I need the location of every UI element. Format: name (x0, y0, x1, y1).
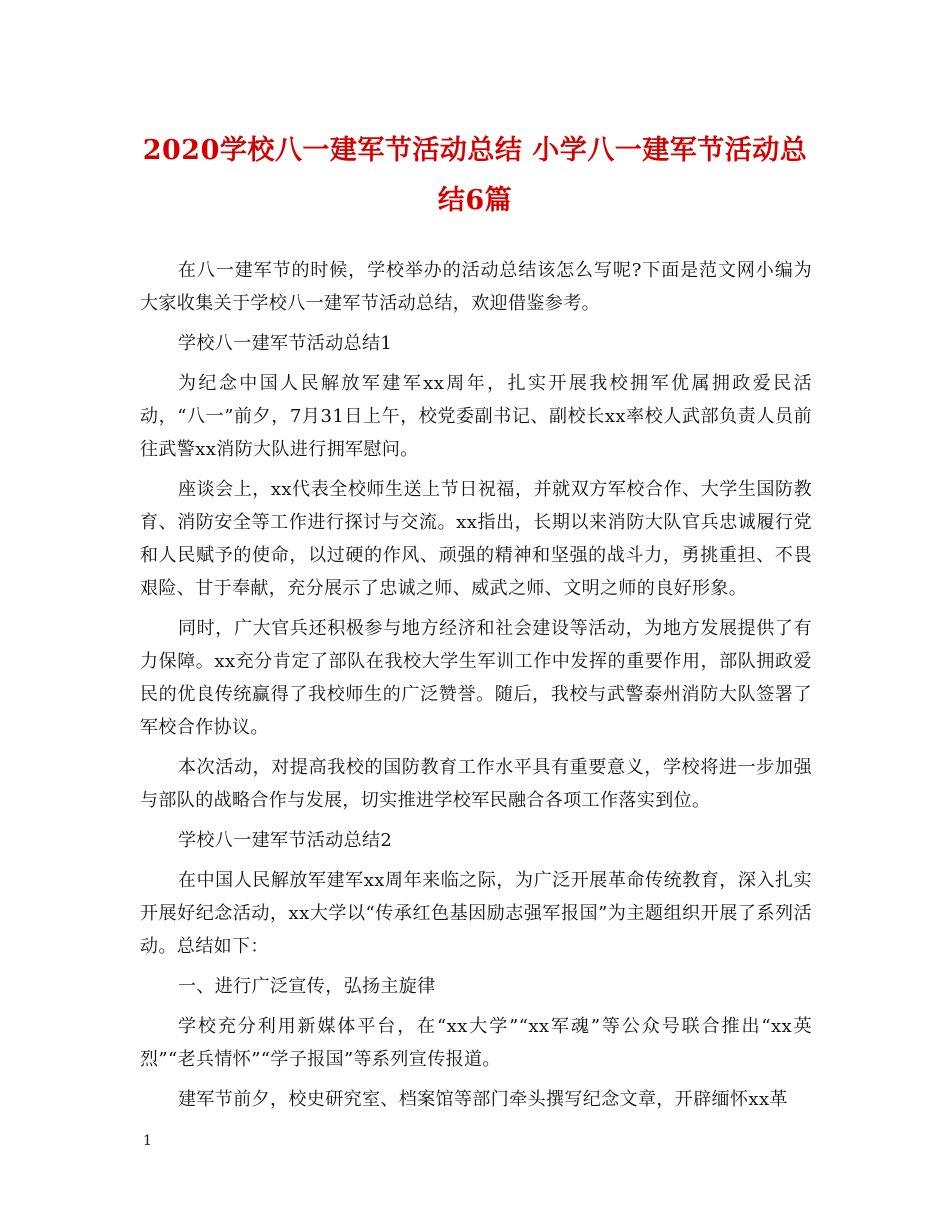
paragraph: 座谈会上，xx代表全校师生送上节日祝福，并就双方军校合作、大学生国防教育、消防安全等工作进行探讨与交流。xx指出，长期以来消防大队官兵忠诚履行党和人民赋予的使命，以过硬的作风、顽强的精神和坚强的战斗力，勇挑重担、不畏艰险、甘于奉献，充分展示了忠诚之师、威武之师、文明之师的良好形象。 (140, 479, 812, 599)
section-heading-1: 学校八一建军节活动总结1 (178, 333, 393, 354)
document-title: 2020学校八一建军节活动总结 小学八一建军节活动总结6篇 (142, 135, 808, 216)
page-number: 1 (143, 1133, 152, 1149)
paragraph: 同时，广大官兵还积极参与地方经济和社会建设等活动，为地方发展提供了有力保障。xx充分肯定了部队在我校大学生军训工作中发挥的重要作用，部队拥政爱民的优良传统赢得了我校师生的广泛赞誉。随后，我校与武警泰州消防大队签署了军校合作协议。 (140, 618, 812, 738)
paragraph-intro: 在八一建军节的时候，学校举办的活动总结该怎么写呢?下面是范文网小编为大家收集关于学校八一建军节活动总结，欢迎借鉴参考。 (140, 260, 812, 314)
paragraph: 建军节前夕，校史研究室、档案馆等部门牵头撰写纪念文章，开辟缅怀xx革 (178, 1089, 788, 1110)
paragraph: 在中国人民解放军建军xx周年来临之际，为广泛开展革命传统教育，深入扎实开展好纪念活动，xx大学以“传承红色基因励志强军报国”为主题组织开展了系列活动。总结如下： (140, 870, 812, 957)
document-body (140, 254, 812, 1123)
paragraph: 学校充分利用新媒体平台，在“xx大学”“xx军魂”等公众号联合推出“xx英烈”“老兵情怀”“学子报国”等系列宣传报道。 (140, 1016, 812, 1070)
paragraph: 本次活动，对提高我校的国防教育工作水平具有重要意义，学校将进一步加强与部队的战略合作与发展，切实推进学校军民融合各项工作落实到位。 (140, 757, 812, 811)
paragraph: 为纪念中国人民解放军建军xx周年，扎实开展我校拥军优属拥政爱民活动，“八一”前夕，7月31日上午，校党委副书记、副校长xx率校人武部负责人员前往武警xx消防大队进行拥军慰问。 (140, 373, 812, 460)
sub-heading: 一、进行广泛宣传，弘扬主旋律 (178, 976, 436, 997)
section-heading-2: 学校八一建军节活动总结2 (178, 830, 393, 851)
